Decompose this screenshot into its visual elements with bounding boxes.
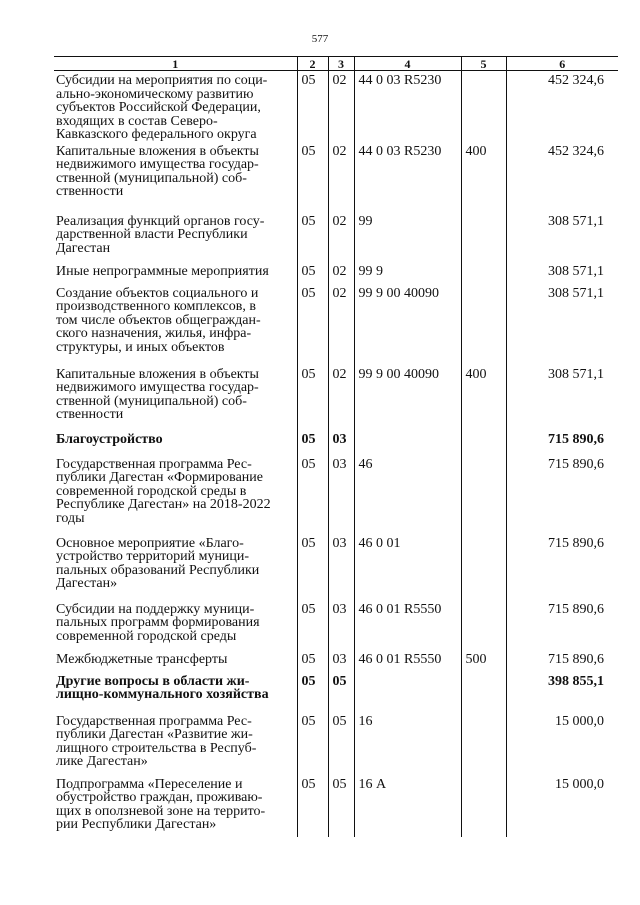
header-col-3: 3 [328, 57, 354, 71]
row-name: Иные непрограммные мероприятия [56, 263, 269, 279]
header-row [54, 57, 618, 71]
row-expense-type [461, 455, 506, 534]
row-expense-type [461, 284, 506, 365]
row-amount: 308 571,1 [506, 262, 618, 284]
row-name: Реализация функций органов госу- дарственной власти Республики Дагестан [56, 213, 265, 256]
table-row [54, 650, 618, 672]
row-subsection: 03 [328, 430, 354, 455]
row-amount: 308 571,1 [506, 212, 618, 262]
row-section: 05 [297, 650, 328, 672]
row-section: 05 [297, 430, 328, 455]
row-name: Межбюджетные трансферты [56, 651, 228, 667]
row-subsection: 05 [328, 672, 354, 712]
row-subsection: 02 [328, 142, 354, 212]
row-section: 05 [297, 600, 328, 650]
row-name: Субсидии на мероприятия по соци- ально-экономическому развитию субъектов Российской Федерации, входящих в состав Северо- Кавказского федерального округа [56, 73, 268, 142]
row-subsection: 02 [328, 262, 354, 284]
row-name: Государственная программа Рес- публики Дагестан «Формирование современной городской среды в Республике Дагестан» на 2018-2022 годы [56, 456, 271, 526]
table-row [54, 534, 618, 600]
row-subsection: 02 [328, 212, 354, 262]
row-target-article [354, 430, 461, 455]
header-col-5: 5 [461, 57, 506, 71]
table-row [54, 712, 618, 775]
row-section: 05 [297, 775, 328, 837]
row-subsection: 05 [328, 775, 354, 837]
row-expense-type: 400 [461, 365, 506, 430]
row-amount: 715 890,6 [506, 600, 618, 650]
row-subsection: 03 [328, 455, 354, 534]
table-row [54, 775, 618, 837]
header-col-2: 2 [297, 57, 328, 71]
header-col-4: 4 [354, 57, 461, 71]
row-name: Благоустройство [56, 431, 163, 447]
row-target-article: 44 0 03 R5230 [354, 142, 461, 212]
row-amount: 715 890,6 [506, 650, 618, 672]
row-amount: 452 324,6 [506, 71, 618, 142]
row-amount: 715 890,6 [506, 455, 618, 534]
table-row [54, 455, 618, 534]
row-section: 05 [297, 142, 328, 212]
table-row [54, 262, 618, 284]
row-target-article: 16 [354, 712, 461, 775]
row-subsection: 03 [328, 600, 354, 650]
row-target-article: 99 [354, 212, 461, 262]
row-section: 05 [297, 262, 328, 284]
table-row [54, 365, 618, 430]
row-target-article: 99 9 [354, 262, 461, 284]
row-target-article: 46 0 01 R5550 [354, 600, 461, 650]
row-amount: 452 324,6 [506, 142, 618, 212]
row-target-article: 46 0 01 [354, 534, 461, 600]
row-section: 05 [297, 284, 328, 365]
row-name: Создание объектов социального и производственного комплексов, в том числе объектов общеграждан- ского назначения, жилья, инфра- структуры, и иных объектов [56, 285, 261, 355]
row-expense-type [461, 262, 506, 284]
row-expense-type [461, 430, 506, 455]
row-name: Государственная программа Рес- публики Дагестан «Развитие жи- лищного строительства в Респуб- лике Дагестан» [56, 713, 257, 769]
row-target-article [354, 672, 461, 712]
row-section: 05 [297, 534, 328, 600]
row-name: Подпрограмма «Переселение и обустройство граждан, проживаю- щих в оползневой зоне на террито- рии Республики Дагестан» [56, 776, 266, 832]
table-row [54, 212, 618, 262]
row-expense-type [461, 600, 506, 650]
table-row [54, 672, 618, 712]
table-row [54, 71, 618, 142]
row-name: Капитальные вложения в объекты недвижимого имущества государ- ственной (муниципальной) соб- ственности [56, 143, 259, 199]
row-subsection: 02 [328, 365, 354, 430]
row-target-article: 44 0 03 R5230 [354, 71, 461, 142]
table-row [54, 142, 618, 212]
row-target-article: 16 А [354, 775, 461, 837]
row-expense-type [461, 775, 506, 837]
row-section: 05 [297, 712, 328, 775]
row-amount: 308 571,1 [506, 365, 618, 430]
row-section: 05 [297, 365, 328, 430]
row-name: Субсидии на поддержку муници- пальных программ формирования современной городской среды [56, 601, 260, 644]
table-row [54, 600, 618, 650]
table-body [54, 71, 618, 837]
row-subsection: 03 [328, 650, 354, 672]
row-expense-type [461, 71, 506, 142]
row-expense-type: 400 [461, 142, 506, 212]
row-amount: 398 855,1 [506, 672, 618, 712]
row-section: 05 [297, 71, 328, 142]
row-target-article: 99 9 00 40090 [354, 284, 461, 365]
row-subsection: 02 [328, 284, 354, 365]
header-col-1: 1 [54, 57, 297, 71]
row-amount: 15 000,0 [506, 775, 618, 837]
row-subsection: 03 [328, 534, 354, 600]
row-expense-type: 500 [461, 650, 506, 672]
row-expense-type [461, 672, 506, 712]
row-amount: 715 890,6 [506, 534, 618, 600]
row-section: 05 [297, 212, 328, 262]
table-row [54, 284, 618, 365]
row-expense-type [461, 212, 506, 262]
row-name: Капитальные вложения в объекты недвижимого имущества государ- ственной (муниципальной) соб- ственности [56, 366, 259, 422]
row-target-article: 46 [354, 455, 461, 534]
row-name: Основное мероприятие «Благо- устройство территорий муници- пальных образований Республики Дагестан» [56, 535, 260, 591]
row-amount: 308 571,1 [506, 284, 618, 365]
budget-table [54, 56, 618, 837]
row-expense-type [461, 712, 506, 775]
table-row [54, 430, 618, 455]
row-subsection: 02 [328, 71, 354, 142]
row-amount: 15 000,0 [506, 712, 618, 775]
row-subsection: 05 [328, 712, 354, 775]
row-target-article: 46 0 01 R5550 [354, 650, 461, 672]
row-expense-type [461, 534, 506, 600]
row-name: Другие вопросы в области жи- лищно-коммунального хозяйства [56, 673, 269, 702]
page-number: 577 [311, 33, 329, 45]
row-target-article: 99 9 00 40090 [354, 365, 461, 430]
row-section: 05 [297, 455, 328, 534]
row-section: 05 [297, 672, 328, 712]
row-amount: 715 890,6 [506, 430, 618, 455]
header-col-6: 6 [506, 57, 618, 71]
